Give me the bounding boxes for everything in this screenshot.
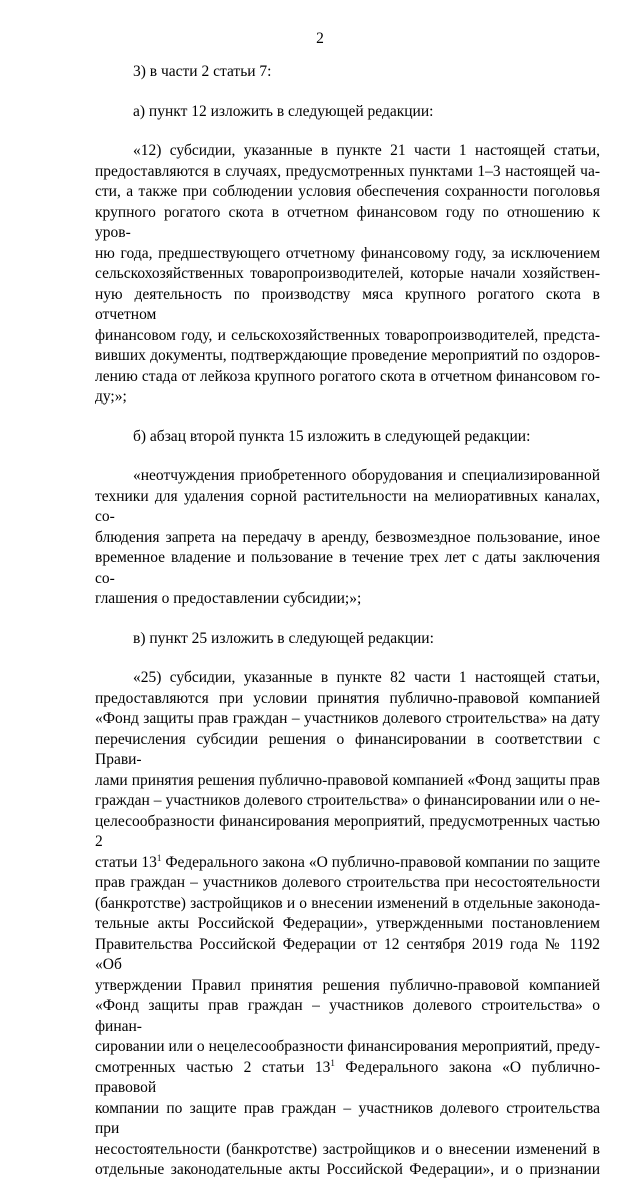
paragraph-item-a (95, 102, 600, 123)
text-line: сти, а также при соблюдении условия обеспечения сохранности поголовья (95, 183, 600, 200)
text-line: (банкротстве) застройщиков и о внесении изменений в отдельные законода- (95, 894, 600, 912)
text-line: «Фонд защиты прав граждан – участников долевого строительства» о финан- (95, 997, 600, 1035)
text-line: глашения о предоставлении субсидии;»; (95, 590, 362, 607)
text-fragment: Федерального закона «О публично-правовой компании по защите (161, 853, 600, 871)
text-line: отдельные законодательные акты Российской Федерации», и о признании (95, 1161, 600, 1178)
paragraph-item-v (95, 629, 600, 650)
text-line: вивших документы, подтверждающие проведение мероприятий по оздоров- (95, 347, 600, 364)
text-line: ду;»; (95, 388, 127, 405)
text-line: ную деятельность по производству мяса крупного рогатого скота в отчетном (95, 285, 600, 323)
paragraph-item-b (95, 427, 600, 448)
text-line: несостоятельности (банкротстве) застройщиков и о внесении изменений в (95, 1140, 600, 1158)
text-line: «12) субсидии, указанные в пункте 21 части 1 настоящей статьи, (133, 142, 600, 159)
text-line: «неотчуждения приобретенного оборудования и специализированной (133, 467, 600, 484)
text-line: предоставляются в случаях, предусмотренных пунктами 1–3 настоящей ча- (95, 162, 600, 180)
superscript: 1 (156, 852, 162, 863)
text-line: 3) в части 2 статьи 7: (133, 63, 272, 80)
text-line: финансовом году, и сельскохозяйственных товаропроизводителей, предста- (95, 326, 600, 344)
text-line: лами принятия решения публично-правовой компанией «Фонд защиты прав (95, 771, 600, 789)
text-fragment: статьи 13 (95, 853, 157, 871)
document-body (95, 62, 600, 1200)
paragraph-part-3 (95, 62, 600, 83)
paragraph-point-12 (95, 141, 600, 408)
superscript: 1 (330, 1057, 335, 1068)
text-line: тельные акты Российской Федерации», утвержденными постановлением (95, 915, 600, 932)
paragraph-point-15 (95, 466, 600, 610)
text-line: а) пункт 12 изложить в следующей редакции: (133, 102, 434, 120)
text-line: граждан – участников долевого строительства» о финансировании или о не- (95, 792, 600, 809)
text-line: техники для удаления сорной растительности на мелиоративных каналах, со- (95, 487, 600, 525)
text-line: целесообразности финансирования мероприятий, предусмотренных частью 2 (95, 812, 600, 850)
text-line: лению стада от лейкоза крупного рогатого скота в отчетном финансовом го- (95, 367, 600, 385)
text-line: б) абзац второй пункта 15 изложить в следующей редакции: (133, 427, 531, 445)
text-line: крупного рогатого скота в отчетном финансовом году по отношению к уров- (95, 203, 600, 241)
text-line: «25) субсидии, указанные в пункте 82 части 1 настоящей статьи, (133, 669, 600, 686)
text-fragment: Федерального закона «О публично-правовой (95, 1058, 600, 1096)
text-line: блюдения запрета на передачу в аренду, безвозмездное пользование, иное (95, 528, 600, 546)
text-line: сельскохозяйственных товаропроизводителей, которые начали хозяйствен- (95, 265, 600, 282)
text-line: компании по защите прав граждан – участников долевого строительства при (95, 1099, 600, 1137)
text-line: предоставляются при условии принятия публично-правовой компанией (95, 689, 600, 707)
text-line: «Фонд защиты прав граждан – участников долевого строительства» на дату (95, 710, 600, 727)
text-line: временное владение и пользование в течение трех лет с даты заключения со- (95, 549, 600, 587)
text-line: в) пункт 25 изложить в следующей редакции: (133, 629, 434, 647)
text-line-with-superscript (95, 1058, 600, 1099)
text-line: утверждении Правил принятия решения публично-правовой компанией (95, 976, 600, 994)
text-line: Правительства Российской Федерации от 12 сентября 2019 года № 1192 «Об (95, 935, 600, 973)
text-fragment: смотренных частью 2 статьи 13 (95, 1058, 331, 1076)
page-number: 2 (316, 30, 324, 47)
text-line: сировании или о нецелесообразности финансирования мероприятий, преду- (95, 1038, 600, 1055)
paragraph-point-25 (95, 668, 600, 1181)
text-line-with-superscript (95, 853, 600, 874)
text-line: перечисления субсидии решения о финансировании в соответствии с Прави- (95, 730, 600, 768)
text-line: прав граждан – участников долевого строительства при несостоятельности (95, 874, 600, 891)
text-line: ню года, предшествующего отчетному финансовому году, за исключением (95, 244, 600, 262)
